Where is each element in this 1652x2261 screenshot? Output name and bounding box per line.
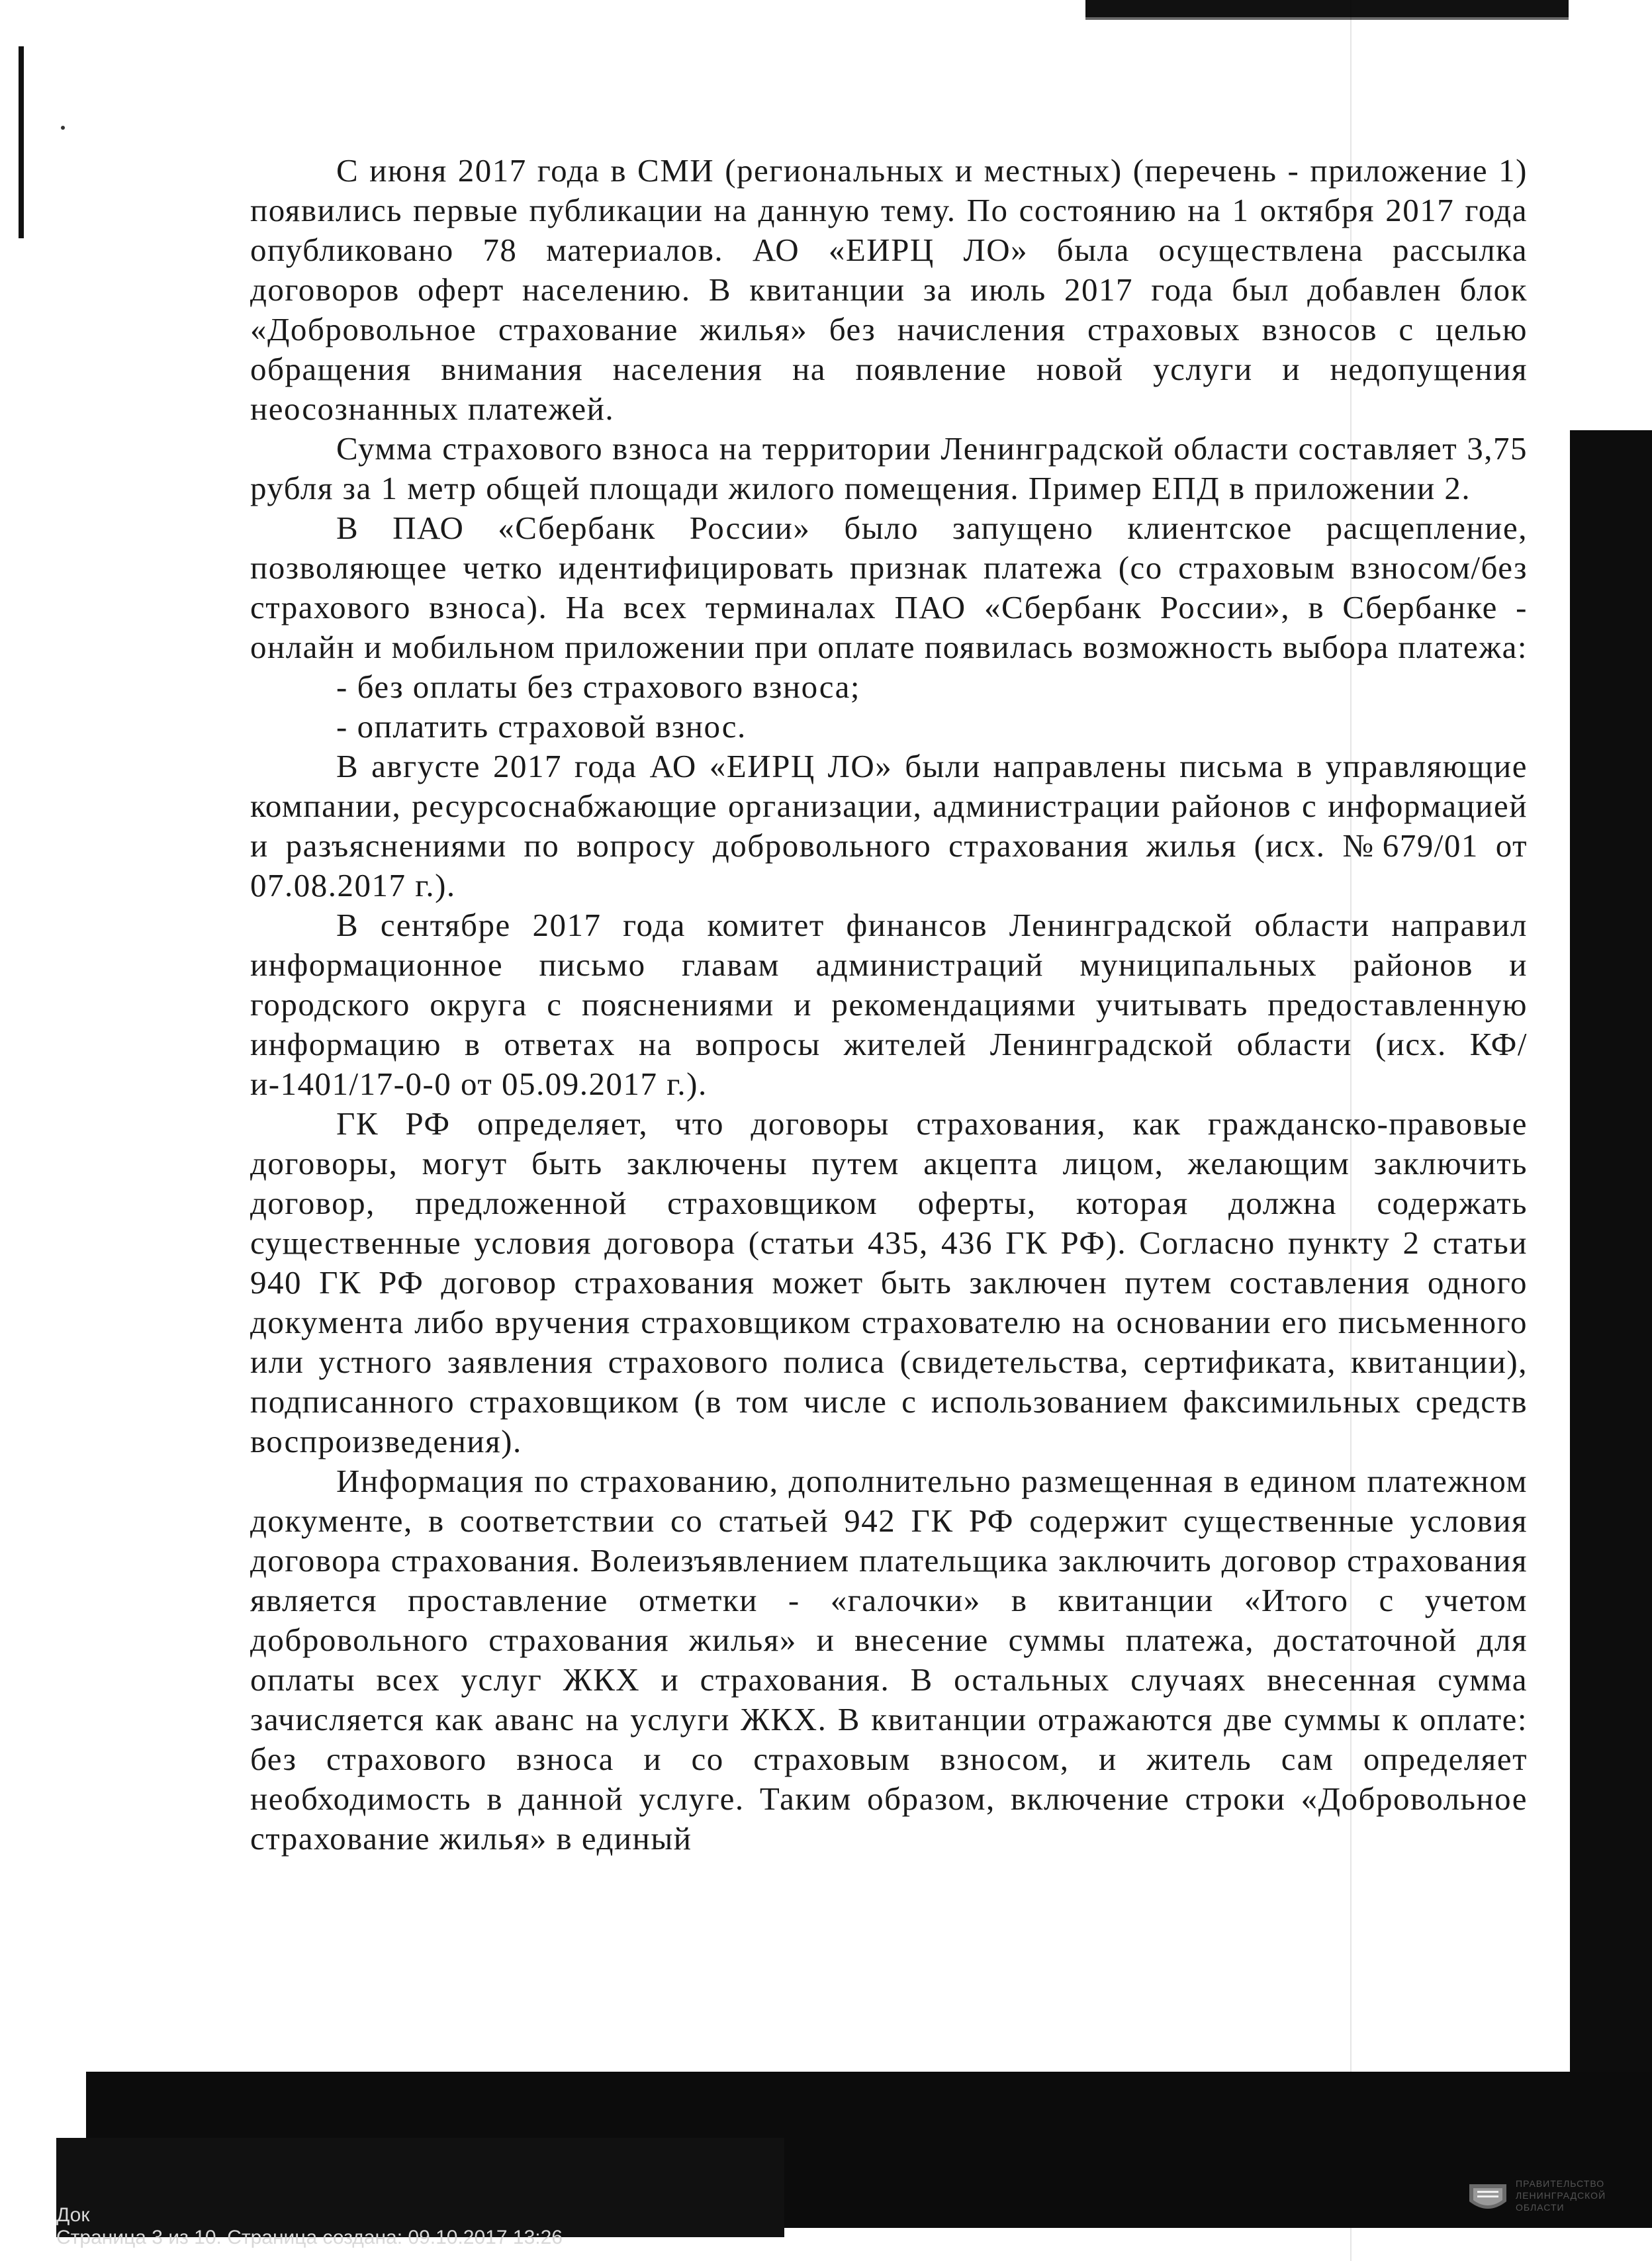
scan-artifact-top [1085,0,1569,17]
paragraph-publications: С июня 2017 года в СМИ (региональных и местных) (перечень - приложение 1) появились первые публикации на данную тему. По состоянию на 1 октября 2017 года опубликовано 78 материалов. АО «ЕИРЦ ЛО» была осуществлена рассылка договоров оферт населению. В квитанции за июль 2017 года был добавлен блок «Добровольное страхование жилья» без начисления страховых взносов с целью обращения внимания населения на появление новой услуги и недопущения неосознанных платежей. [250,152,1528,427]
paragraph-payment-document: Информация по страхованию, дополнительно размещенная в едином платежном документе, в соответствии со статьей 942 ГК РФ содержит существенные условия договора страхования. Волеизъявлением плательщика заключить договор страхования является проставление отметки - «галочки» в квитанции «Итого с учетом добровольного страхования жилья» и внесение суммы платежа, достаточной для оплаты всех услуг ЖКХ и страхования. В остальных случаях внесенная сумма зачисляется как аванс на услуги ЖКХ. В квитанции отражаются две суммы к оплате: без страхового взноса и со страховым взносом, и житель сам определяет необходимость в данной услуге. Таким образом, включение строки «Добровольное страхование жилья» в единый [250,1463,1528,1857]
footer-page-info: Страница 3 из 10. Страница создана: 09.10.2017 13:26 [56,2227,563,2248]
page-footer [56,2204,784,2249]
list-item-without-fee: - без оплаты без страхового взноса; [336,669,860,705]
paragraph-civil-code: ГК РФ определяет, что договоры страхования, как гражданско-правовые договоры, могут быть заключены путем акцепта лицом, желающим заключить договор, предложенной страховщиком оферты, которая должна содержать существенные условия договора (статьи 435, 436 ГК РФ). Согласно пункту 2 статьи 940 ГК РФ договор страхования может быть заключен путем составления одного документа либо вручения страховщиком страхователю на основании его письменного или устного заявления страхового полиса (свидетельства, сертификата, квитанции), подписанного страховщиком (в том числе с использованием факсимильных средств воспроизведения). [250,1105,1528,1459]
government-label-line2: ЛЕНИНГРАДСКОЙ [1516,2190,1606,2201]
paragraph-september-letter: В сентябре 2017 года комитет финансов Ленинградской области направил информационное письмо главам администраций муниципальных районов и городского округа с пояснениями и рекомендациями учитывать предоставленную информацию в ответах на вопросы жителей Ленинградской области (исх. КФ/и-1401/17-0-0 от 05.09.2017 г.). [250,907,1528,1102]
government-label [1516,2178,1648,2213]
coat-of-arms-icon [1468,2182,1508,2216]
paragraph-august-letters: В августе 2017 года АО «ЕИРЦ ЛО» были направлены письма в управляющие компании, ресурсоснабжающие организации, администрации районов с информацией и разъяснениями по вопросу добровольного страхования жилья (исх. №679/01 от 07.08.2017 г.). [250,748,1528,903]
footer-doc-label: Док [56,2204,90,2226]
scan-artifact-top-line [1085,17,1569,20]
scan-artifact-dot [61,126,65,130]
paragraph-insurance-fee: Сумма страхового взноса на территории Ленинградской области составляет 3,75 рубля за 1 метр общей площади жилого помещения. Пример ЕПД в приложении 2. [250,430,1528,506]
document-body [250,151,1528,1859]
scan-artifact-left-bar [19,46,24,238]
government-label-line1: ПРАВИТЕЛЬСТВО [1516,2178,1605,2189]
government-label-line3: ОБЛАСТИ [1516,2202,1565,2213]
list-item-pay-fee: - оплатить страховой взнос. [336,708,747,745]
scan-artifact-right-edge [1570,430,1652,2151]
paragraph-sberbank: В ПАО «Сбербанк России» было запущено клиентское расщепление, позволяющее четко идентифицировать признак платежа (со страховым взносом/без страхового взноса). На всех терминалах ПАО «Сбербанк России», в Сбербанке - онлайн и мобильном приложении при оплате появилась возможность выбора платежа: [250,510,1528,665]
